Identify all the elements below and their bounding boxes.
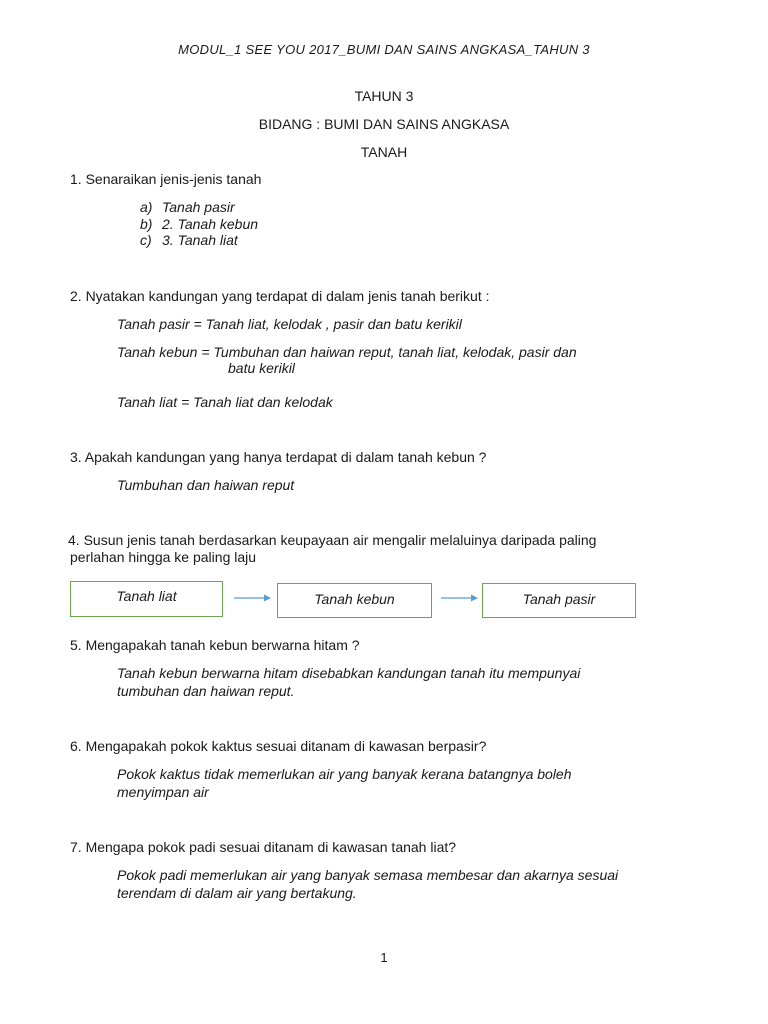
question-3: 3. Apakah kandungan yang hanya terdapat di dalam tanah kebun ? [70, 449, 487, 465]
list-item-text: Tanah pasir [162, 199, 235, 215]
flow-box-tanah-liat [70, 581, 223, 617]
arrow-right-icon [234, 593, 272, 603]
title-topic: TANAH [360, 144, 408, 160]
question-7: 7. Mengapa pokok padi sesuai ditanam di kawasan tanah liat? [70, 839, 457, 855]
title-year: TAHUN 3 [354, 88, 414, 104]
list-marker: b) [140, 216, 153, 232]
answer-3: Tumbuhan dan haiwan reput [117, 477, 295, 493]
flow-box-tanah-pasir [482, 583, 636, 618]
question-6: 6. Mengapakah pokok kaktus sesuai ditanam di kawasan berpasir? [70, 738, 487, 754]
flow-box-tanah-kebun [277, 583, 432, 618]
question-2: 2. Nyatakan kandungan yang terdapat di dalam jenis tanah berikut : [70, 288, 490, 304]
answer-6-cont: menyimpan air [117, 784, 209, 800]
document-header: MODUL_1 SEE YOU 2017_BUMI DAN SAINS ANGKASA_TAHUN 3 [178, 42, 590, 57]
list-item-text: 2. Tanah kebun [162, 216, 259, 232]
list-marker: a) [140, 199, 153, 215]
answer-7-cont: terendam di dalam air yang bertakung. [117, 885, 357, 901]
answer-5-cont: tumbuhan dan haiwan reput. [117, 683, 295, 699]
list-item [140, 232, 238, 248]
flow-box-label: Tanah liat [116, 588, 177, 604]
question-4: 4. Susun jenis tanah berdasarkan keupayaan air mengalir melaluinya daripada paling [68, 532, 597, 548]
answer-2-pasir: Tanah pasir = Tanah liat, kelodak , pasir dan batu kerikil [117, 316, 462, 332]
answer-6: Pokok kaktus tidak memerlukan air yang banyak kerana batangnya boleh [117, 766, 572, 782]
answer-5: Tanah kebun berwarna hitam disebabkan kandungan tanah itu mempunyai [117, 665, 581, 681]
question-5: 5. Mengapakah tanah kebun berwarna hitam ? [70, 637, 360, 653]
title-field: BIDANG : BUMI DAN SAINS ANGKASA [258, 116, 510, 132]
flow-box-label: Tanah pasir [522, 591, 596, 607]
flow-box-label: Tanah kebun [314, 591, 395, 607]
answer-7: Pokok padi memerlukan air yang banyak semasa membesar dan akarnya sesuai [117, 867, 619, 883]
question-4-cont: perlahan hingga ke paling laju [70, 549, 257, 565]
list-item [140, 216, 258, 232]
list-item-text: 3. Tanah liat [162, 232, 238, 248]
arrow-right-icon [441, 593, 479, 603]
question-1: 1. Senaraikan jenis-jenis tanah [70, 171, 262, 187]
answer-2-liat: Tanah liat = Tanah liat dan kelodak [117, 394, 333, 410]
list-marker: c) [140, 232, 152, 248]
list-item [140, 199, 235, 215]
answer-2-kebun: Tanah kebun = Tumbuhan dan haiwan reput, tanah liat, kelodak, pasir dan [117, 344, 577, 360]
page-number: 1 [380, 950, 388, 965]
answer-2-kebun-cont: batu kerikil [228, 360, 295, 376]
